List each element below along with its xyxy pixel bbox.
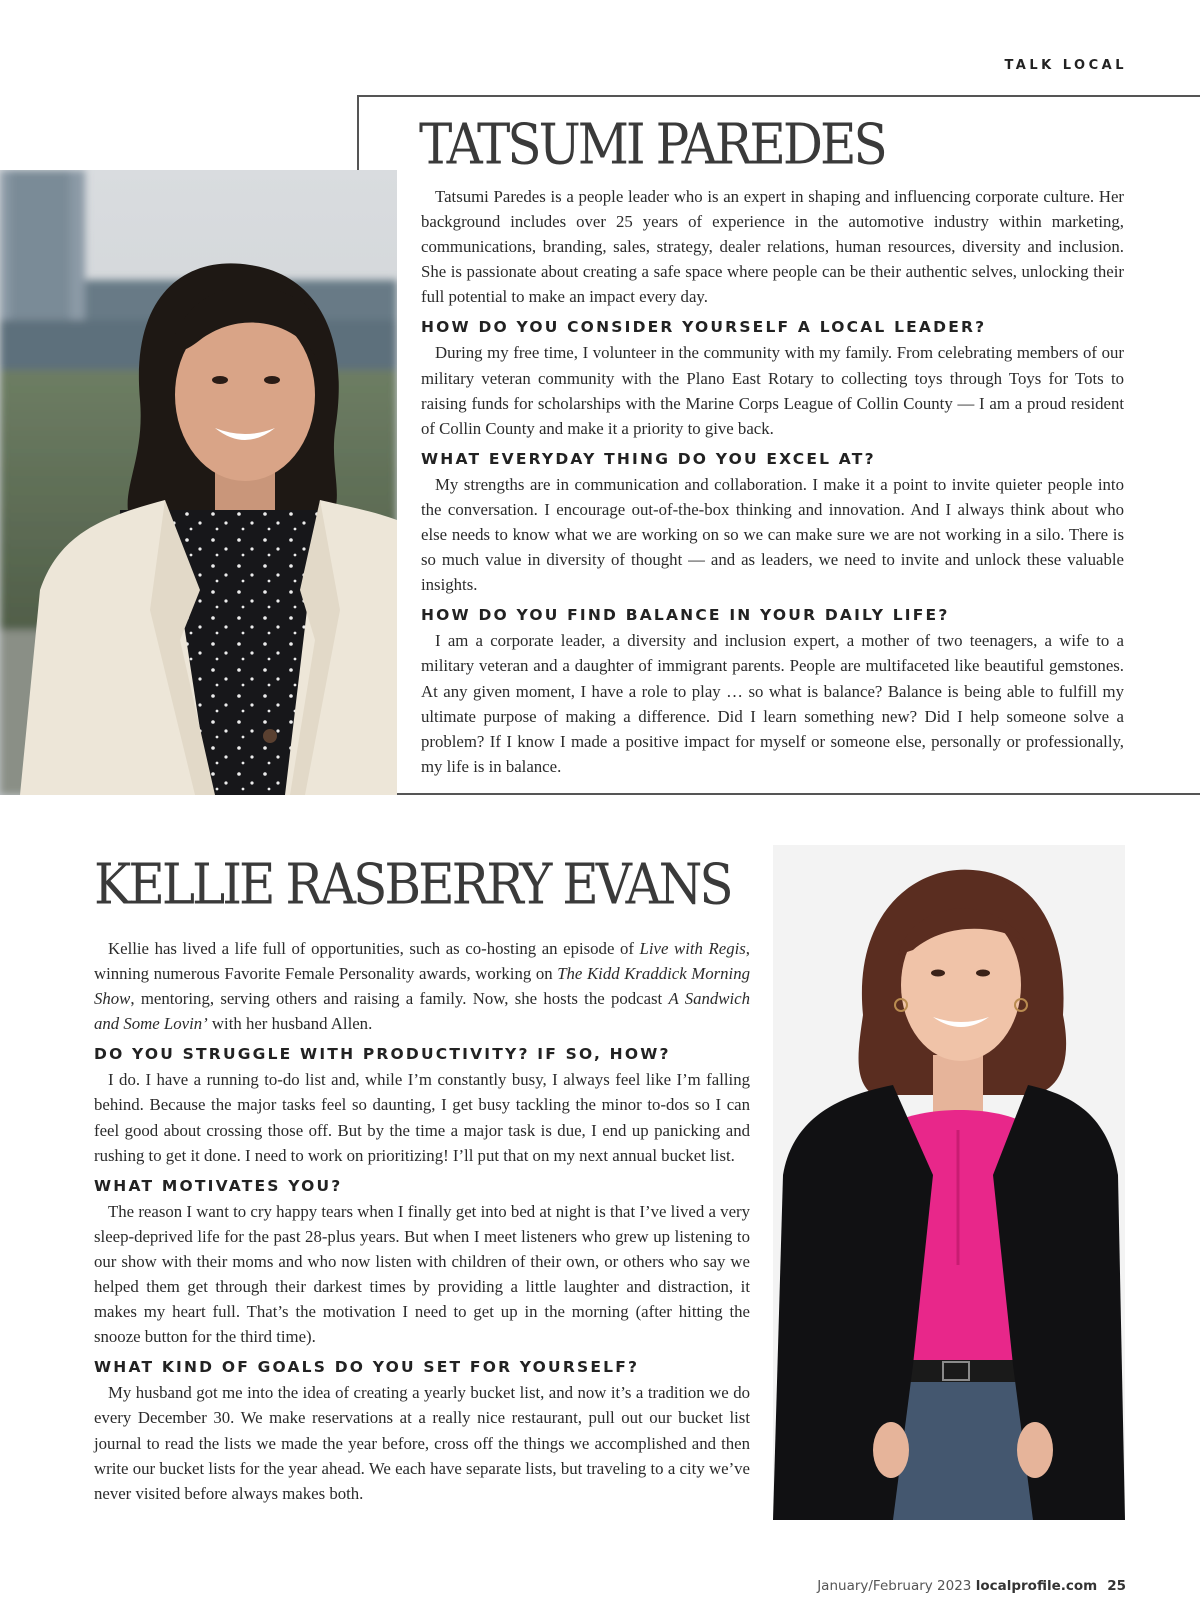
- profile1-answer-3: I am a corporate leader, a diversity and inclusion expert, a mother of two teenagers, a wife to a military veteran and a daughter of immigrant parents. People are multifaceted like beautiful gemstones. At any given moment, I have a role to play … so what is balance? Balance is being able to fulfill my ultimate purpose of making a difference. Did I learn something new? Did I help someone solve a problem? If I know I made a positive impact for myself or someone else, personally or professionally, my life is in balance.: [421, 631, 1124, 776]
- profile2-intro-part-2: , winning numerous Favorite Female Personality awards, working on: [94, 939, 750, 984]
- page-footer: [817, 1578, 1126, 1594]
- profile1-intro: Tatsumi Paredes is a people leader who is an expert in shaping and influencing corporate culture. Her background includes over 25 years of experience in the automotive industry within marketing, communications, branding, sales, strategy, dealer relations, human resources, diversity and inclusion. She is passionate about creating a safe space where people can be their authentic selves, unlocking their full potential to make an impact every day.: [421, 187, 1124, 307]
- profile2-answer-3: My husband got me into the idea of creating a yearly bucket list, and now it’s a tradition we do every December 30. We make reservations at a really nice restaurant, pull out our bucket list journal to read the lists we made the year before, cross off the things we accomplished and then write our bucket lists for the year ahead. We each have separate lists, but traveling to a city we’ve never visited before always makes both.: [94, 1383, 750, 1503]
- profile2-article: [94, 936, 750, 1506]
- profile2-question-2: WHAT MOTIVATES YOU?: [94, 1176, 343, 1195]
- site-link[interactable]: localprofile.com: [975, 1578, 1098, 1594]
- profile2-intro-part-1: Kellie has lived a life full of opportunities, such as co-hosting an episode of: [108, 939, 640, 958]
- frame-bottom-rule: [395, 793, 1200, 795]
- profile2-name: KELLIE RASBERRY EVANS: [94, 852, 731, 917]
- profile2-intro-podcast: A Sandwich and Some Lovin’: [94, 989, 751, 1034]
- profile1-name: TATSUMI PAREDES: [419, 112, 885, 177]
- profile1-question-3: HOW DO YOU FIND BALANCE IN YOUR DAILY LIFE?: [421, 606, 950, 625]
- profile1-question-1: HOW DO YOU CONSIDER YOURSELF A LOCAL LEADER?: [421, 318, 987, 337]
- tatsumi-paredes-photo: [0, 170, 397, 795]
- profile2-intro-show-1: Live with Regis: [639, 939, 746, 958]
- profile1-article: [421, 184, 1124, 779]
- profile2-answer-1: I do. I have a running to-do list and, while I’m constantly busy, I always feel like I’m falling behind. Because the major tasks feel so daunting, I get busy tackling the minor to-dos so I can feel good about crossing those off. But by the time a major task is due, I end up panicking and rushing to get it done. I need to work on prioritizing! I’ll put that on my next annual bucket list.: [94, 1070, 750, 1165]
- profile1-question-2: WHAT EVERYDAY THING DO YOU EXCEL AT?: [421, 449, 876, 468]
- kellie-rasberry-evans-photo: [773, 845, 1125, 1520]
- section-tag: TALK LOCAL: [1004, 58, 1127, 73]
- profile1-answer-1: During my free time, I volunteer in the community with my family. From celebrating members of our military veteran community with the Plano East Rotary to collecting toys through Toys for Tots to raising funds for scholarships with the Marine Corps League of Collin County — I am a proud resident of Collin County and make it a priority to give back.: [421, 343, 1124, 438]
- profile2-question-1: DO YOU STRUGGLE WITH PRODUCTIVITY? IF SO, HOW?: [94, 1045, 671, 1064]
- profile2-intro-part-3: , mentoring, serving others and raising a family. Now, she hosts the podcast: [130, 989, 669, 1009]
- profile2-intro: [94, 936, 750, 1036]
- profile2-answer-2: The reason I want to cry happy tears when I finally get into bed at night is that I’ve lived a very sleep-deprived life for the past 28-plus years. But when I meet listeners who grew up listening to our show with their moms and who now listen with children of their own, or others who say we helped them get through their darkest times by providing a little laughter and distraction, it makes my heart full. That’s the motivation I need to get up in the morning (after hitting the snooze button for the third time).: [94, 1201, 750, 1347]
- profile2-intro-part-4: with her husband Allen.: [207, 1014, 373, 1034]
- page-number: 25: [1107, 1578, 1126, 1594]
- frame-left-rule: [357, 95, 359, 170]
- issue-date: January/February 2023: [817, 1578, 972, 1594]
- profile2-intro-show-2: The Kidd Kraddick Morning Show: [94, 964, 750, 1009]
- frame-top-rule: [357, 95, 1200, 97]
- profile1-answer-2: My strengths are in communication and collaboration. I make it a point to invite quieter people into the conversation. I encourage out-of-the-box thinking and innovation. And I always think about who else needs to know what we are working on so we can make sure we are not working in a silo. There is so much value in diversity of thought — and as leaders, we need to invite and unlock these valuable insights.: [421, 474, 1124, 595]
- profile2-question-3: WHAT KIND OF GOALS DO YOU SET FOR YOURSELF?: [94, 1358, 640, 1377]
